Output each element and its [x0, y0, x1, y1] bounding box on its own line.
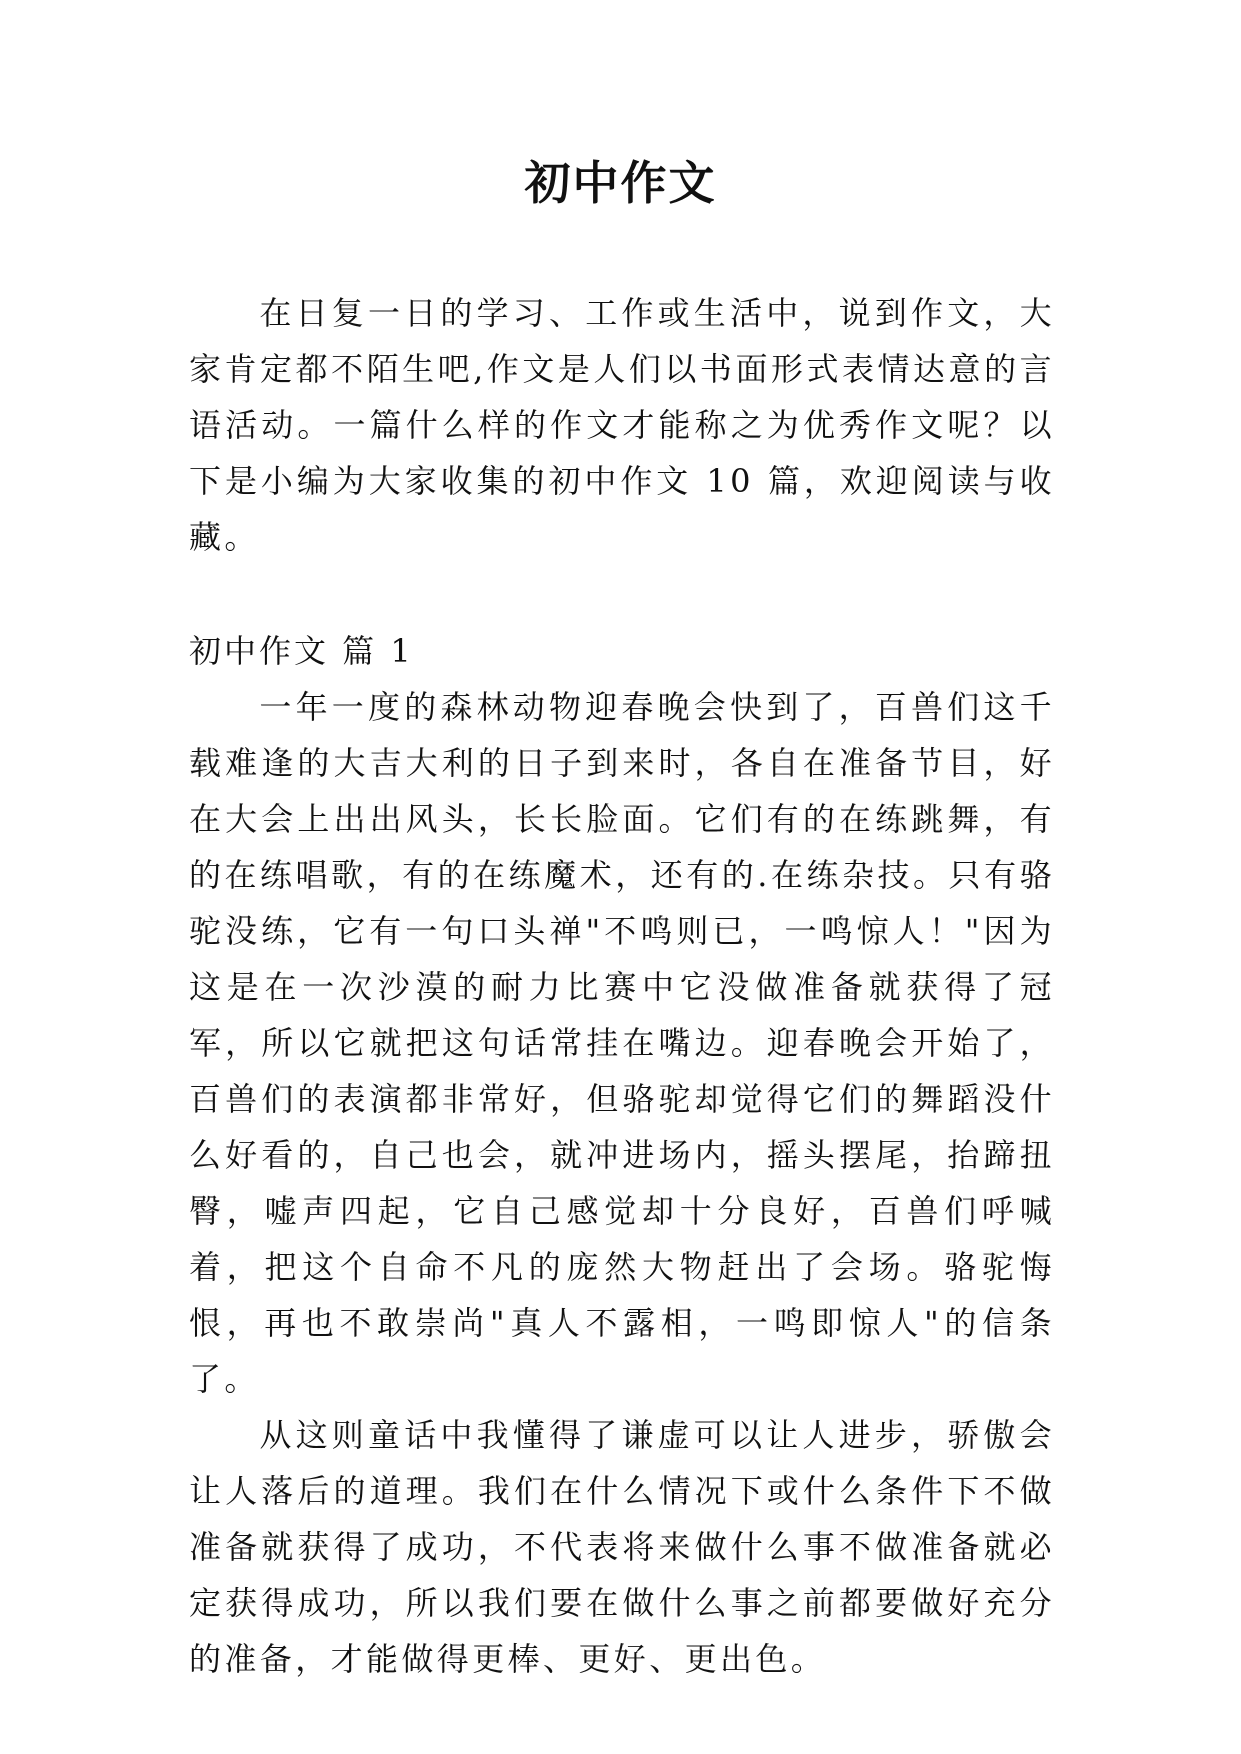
section-paragraph-1: 一年一度的森林动物迎春晚会快到了，百兽们这千载难逢的大吉大利的日子到来时，各自在准备节目，好在大会上出出风头，长长脸面。它们有的在练跳舞，有的在练唱歌，有的在练魔术，还有的.在练杂技。只有骆驼没练，它有一句口头禅"不鸣则已，一鸣惊人！"因为这是在一次沙漠的耐力比赛中它没做准备就获得了冠军，所以它就把这句话常挂在嘴边。迎春晚会开始了，百兽们的表演都非常好，但骆驼却觉得它们的舞蹈没什么好看的，自己也会，就冲进场内，摇头摆尾，抬蹄扭臀，嘘声四起，它自己感觉却十分良好，百兽们呼喊着，把这个自命不凡的庞然大物赶出了会场。骆驼悔恨，再也不敢崇尚"真人不露相，一鸣即惊人"的信条了。 — [189, 688, 1055, 1398]
document-body — [189, 285, 1055, 1687]
section-paragraph-2: 从这则童话中我懂得了谦虚可以让人进步，骄傲会让人落后的道理。我们在什么情况下或什么条件下不做准备就获得了成功，不代表将来做什么事不做准备就必定获得成功，所以我们要在做什么事之前都要做好充分的准备，才能做得更棒、更好、更出色。 — [189, 1416, 1055, 1678]
section-heading: 初中作文 篇 1 — [189, 632, 414, 670]
document-title: 初中作文 — [524, 156, 717, 210]
intro-paragraph: 在日复一日的学习、工作或生活中，说到作文，大家肯定都不陌生吧,作文是人们以书面形式表情达意的言语活动。一篇什么样的作文才能称之为优秀作文呢？以下是小编为大家收集的初中作文 10 篇，欢迎阅读与收藏。 — [189, 294, 1055, 556]
section-spacer — [189, 565, 1055, 623]
